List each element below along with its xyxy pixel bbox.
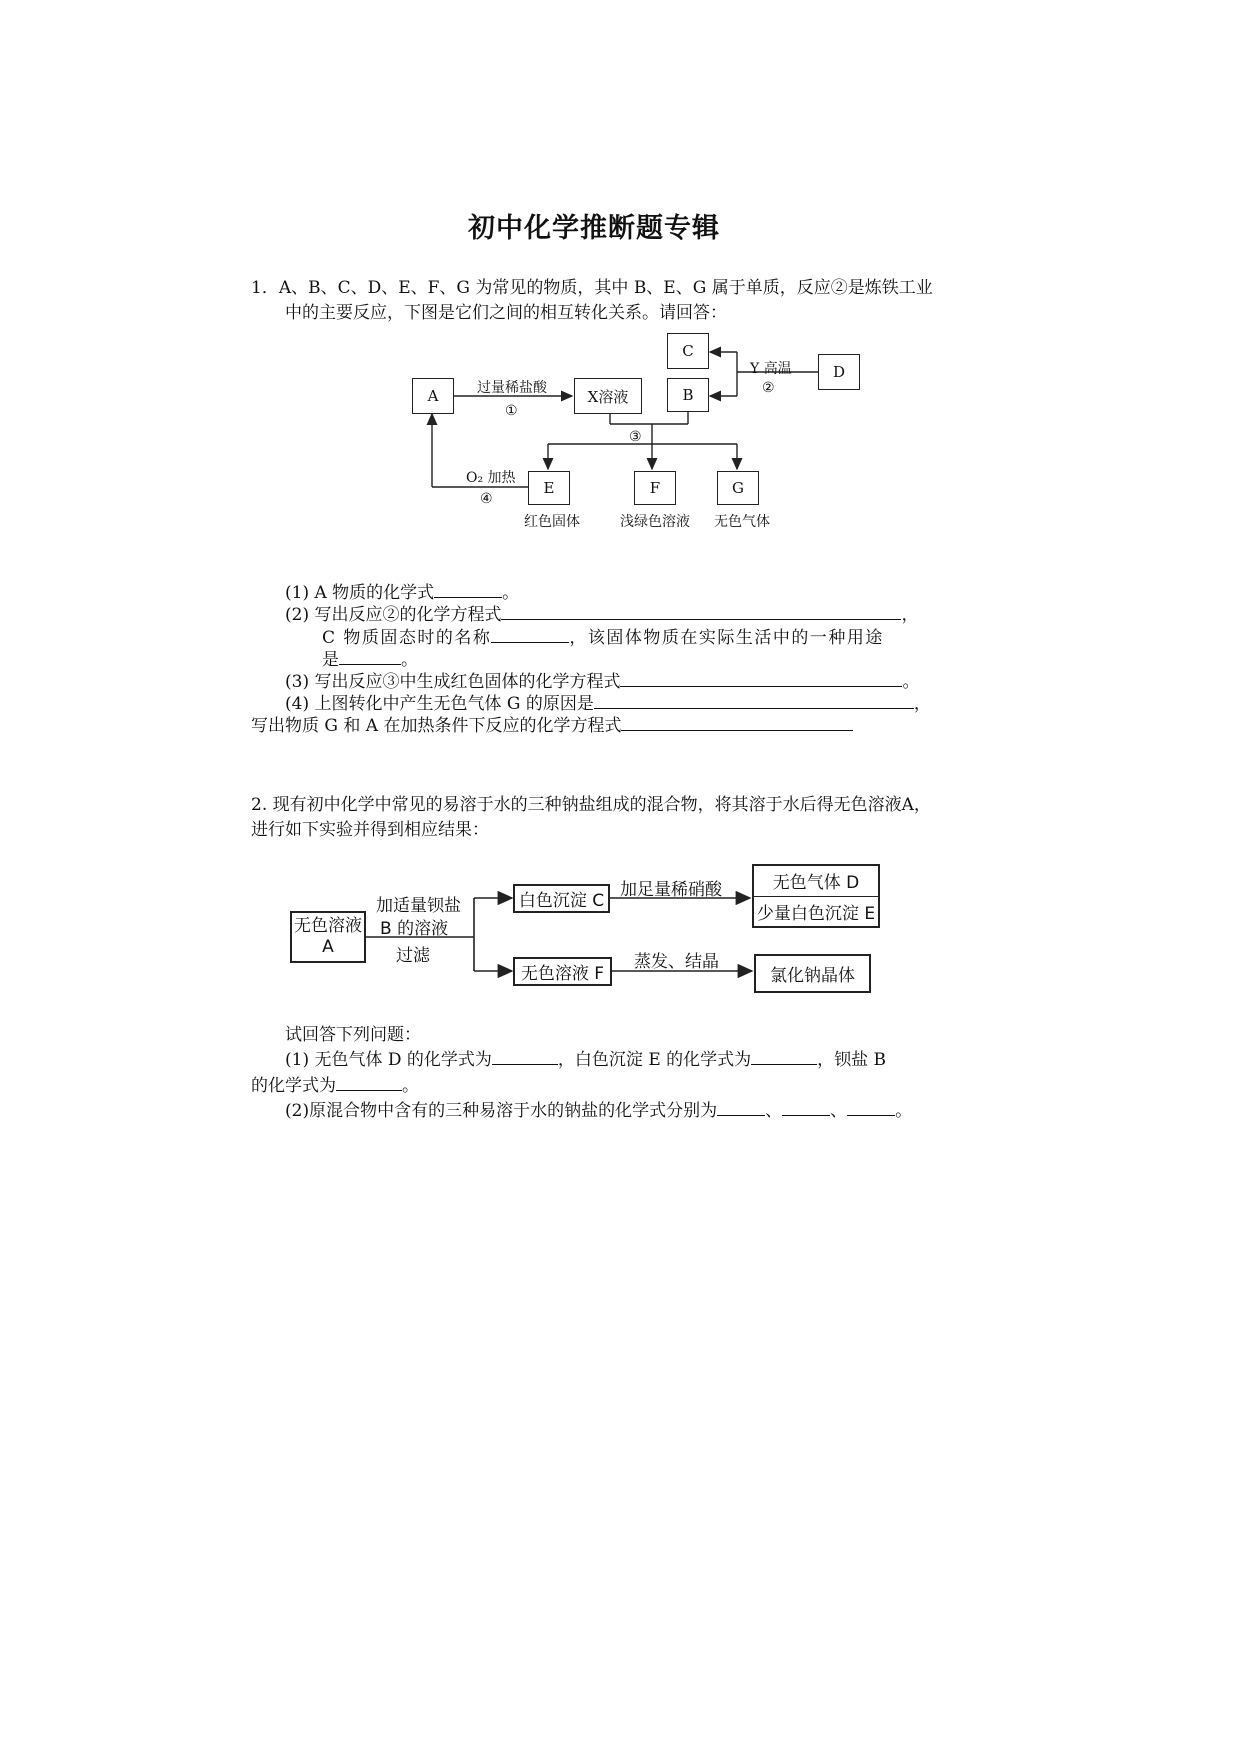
- reagent-filter: 过滤: [396, 946, 430, 966]
- q1-sub1-end: 。: [502, 583, 520, 603]
- caption-red-solid: 红色固体: [524, 514, 580, 530]
- q1-sub2-end: ，: [901, 605, 919, 625]
- page-title: 初中化学推断题专辑: [468, 213, 720, 244]
- q2-sub2-text: (2)原混合物中含有的三种易溶于水的钠盐的化学式分别为: [285, 1101, 718, 1121]
- label-reaction-3: ③: [629, 429, 642, 445]
- label-excess-nitric-acid: 加足量稀硝酸: [620, 880, 722, 900]
- box-colorless-gas-d: 无色气体 D: [754, 866, 878, 897]
- box-white-precipitate-c: 白色沉淀 C: [513, 884, 610, 913]
- box-white-precipitate-e: 少量白色沉淀 E: [756, 903, 876, 924]
- q2-intro-line1: 2. 现有初中化学中常见的易溶于水的三种钠盐组成的混合物，将其溶于水后得无色溶液A，: [251, 795, 931, 815]
- label-evaporate-crystallize: 蒸发、结晶: [634, 952, 719, 972]
- answer-blank[interactable]: [847, 1101, 895, 1116]
- label-reaction-1: ①: [505, 403, 518, 419]
- box-g: G: [717, 471, 759, 505]
- q1-sub3-text: (3) 写出反应③中生成红色固体的化学方程式: [285, 672, 621, 692]
- q1-sub4-end: ，: [913, 694, 931, 714]
- box-colorless-solution-f: 无色溶液 F: [513, 957, 612, 986]
- q1-sub2-use-text: ，该固体物质在实际生活中的一种用途: [569, 628, 884, 648]
- box-f: F: [634, 471, 676, 505]
- q1-sub2-line3-end: 。: [401, 650, 418, 670]
- q1-sub4-text: (4) 上图转化中产生无色气体 G 的原因是: [285, 694, 594, 714]
- box-b: B: [667, 378, 709, 412]
- box-a-line1: 无色溶液: [294, 916, 362, 936]
- label-reaction-4: ④: [480, 491, 493, 507]
- q2-sub1-d-text: (1) 无色气体 D 的化学式为: [285, 1050, 492, 1070]
- q2-sub2-end: 。: [895, 1101, 913, 1121]
- q1-intro-line1: 1．A、B、C、D、E、F、G 为常见的物质，其中 B、E、G 属于单质，反应②是炼铁工业: [251, 278, 933, 298]
- q2-sub1-line1: [285, 1045, 886, 1070]
- q2-sub1-line2-end: 。: [402, 1076, 419, 1096]
- separator: 、: [765, 1101, 783, 1121]
- q1-sub4-line2-text: 写出物质 G 和 A 在加热条件下反应的化学方程式: [251, 716, 622, 736]
- label-y-high-temp: Y 高温: [750, 361, 792, 377]
- box-a: A: [412, 378, 454, 414]
- answer-blank[interactable]: [751, 1050, 817, 1065]
- q2-prompt: 试回答下列问题：: [285, 1025, 421, 1045]
- separator: 、: [830, 1101, 848, 1121]
- box-x-solution: X溶液: [574, 378, 642, 414]
- reagent-line2: B 的溶液: [380, 919, 449, 939]
- answer-blank[interactable]: [492, 1050, 558, 1065]
- q1-sub2-is: 是: [322, 650, 339, 670]
- q2-sub1-line2-text: 的化学式为: [251, 1076, 336, 1096]
- box-d: D: [818, 354, 860, 390]
- box-colorless-solution-a: [290, 911, 366, 963]
- q2-sub1-b-text: ，钡盐 B: [817, 1050, 887, 1070]
- q1-intro-line2: 中的主要反应，下图是它们之间的相互转化关系。请回答：: [285, 303, 727, 323]
- box-sodium-chloride-crystal: 氯化钠晶体: [754, 954, 871, 993]
- q2-sub1-e-text: ，白色沉淀 E 的化学式为: [557, 1050, 752, 1070]
- q1-sub3-end: 。: [902, 672, 920, 692]
- box-gas-and-precipitate: [752, 864, 880, 928]
- q2-sub1-line2: [251, 1071, 419, 1096]
- q1-sub2-text: (2) 写出反应②的化学方程式: [285, 605, 502, 625]
- answer-blank[interactable]: [782, 1101, 830, 1116]
- q1-sub2-c-text: C 物质固态时的名称: [322, 628, 492, 648]
- caption-colorless-gas: 无色气体: [714, 514, 770, 530]
- q1-sub1-text: (1) A 物质的化学式: [285, 583, 435, 603]
- q2-intro-line2: 进行如下实验并得到相应结果：: [251, 820, 489, 840]
- box-c: C: [667, 333, 709, 369]
- box-e: E: [528, 471, 570, 505]
- caption-light-green-solution: 浅绿色溶液: [620, 514, 690, 530]
- answer-blank[interactable]: [717, 1101, 765, 1116]
- box-a-line2: A: [322, 937, 334, 957]
- answer-blank[interactable]: [336, 1076, 402, 1091]
- label-o2-heat: O₂ 加热: [466, 470, 516, 486]
- reagent-line1: 加适量钡盐: [376, 896, 461, 916]
- label-excess-hcl: 过量稀盐酸: [477, 380, 547, 396]
- label-reaction-2: ②: [762, 380, 775, 396]
- q2-sub2: [285, 1096, 912, 1121]
